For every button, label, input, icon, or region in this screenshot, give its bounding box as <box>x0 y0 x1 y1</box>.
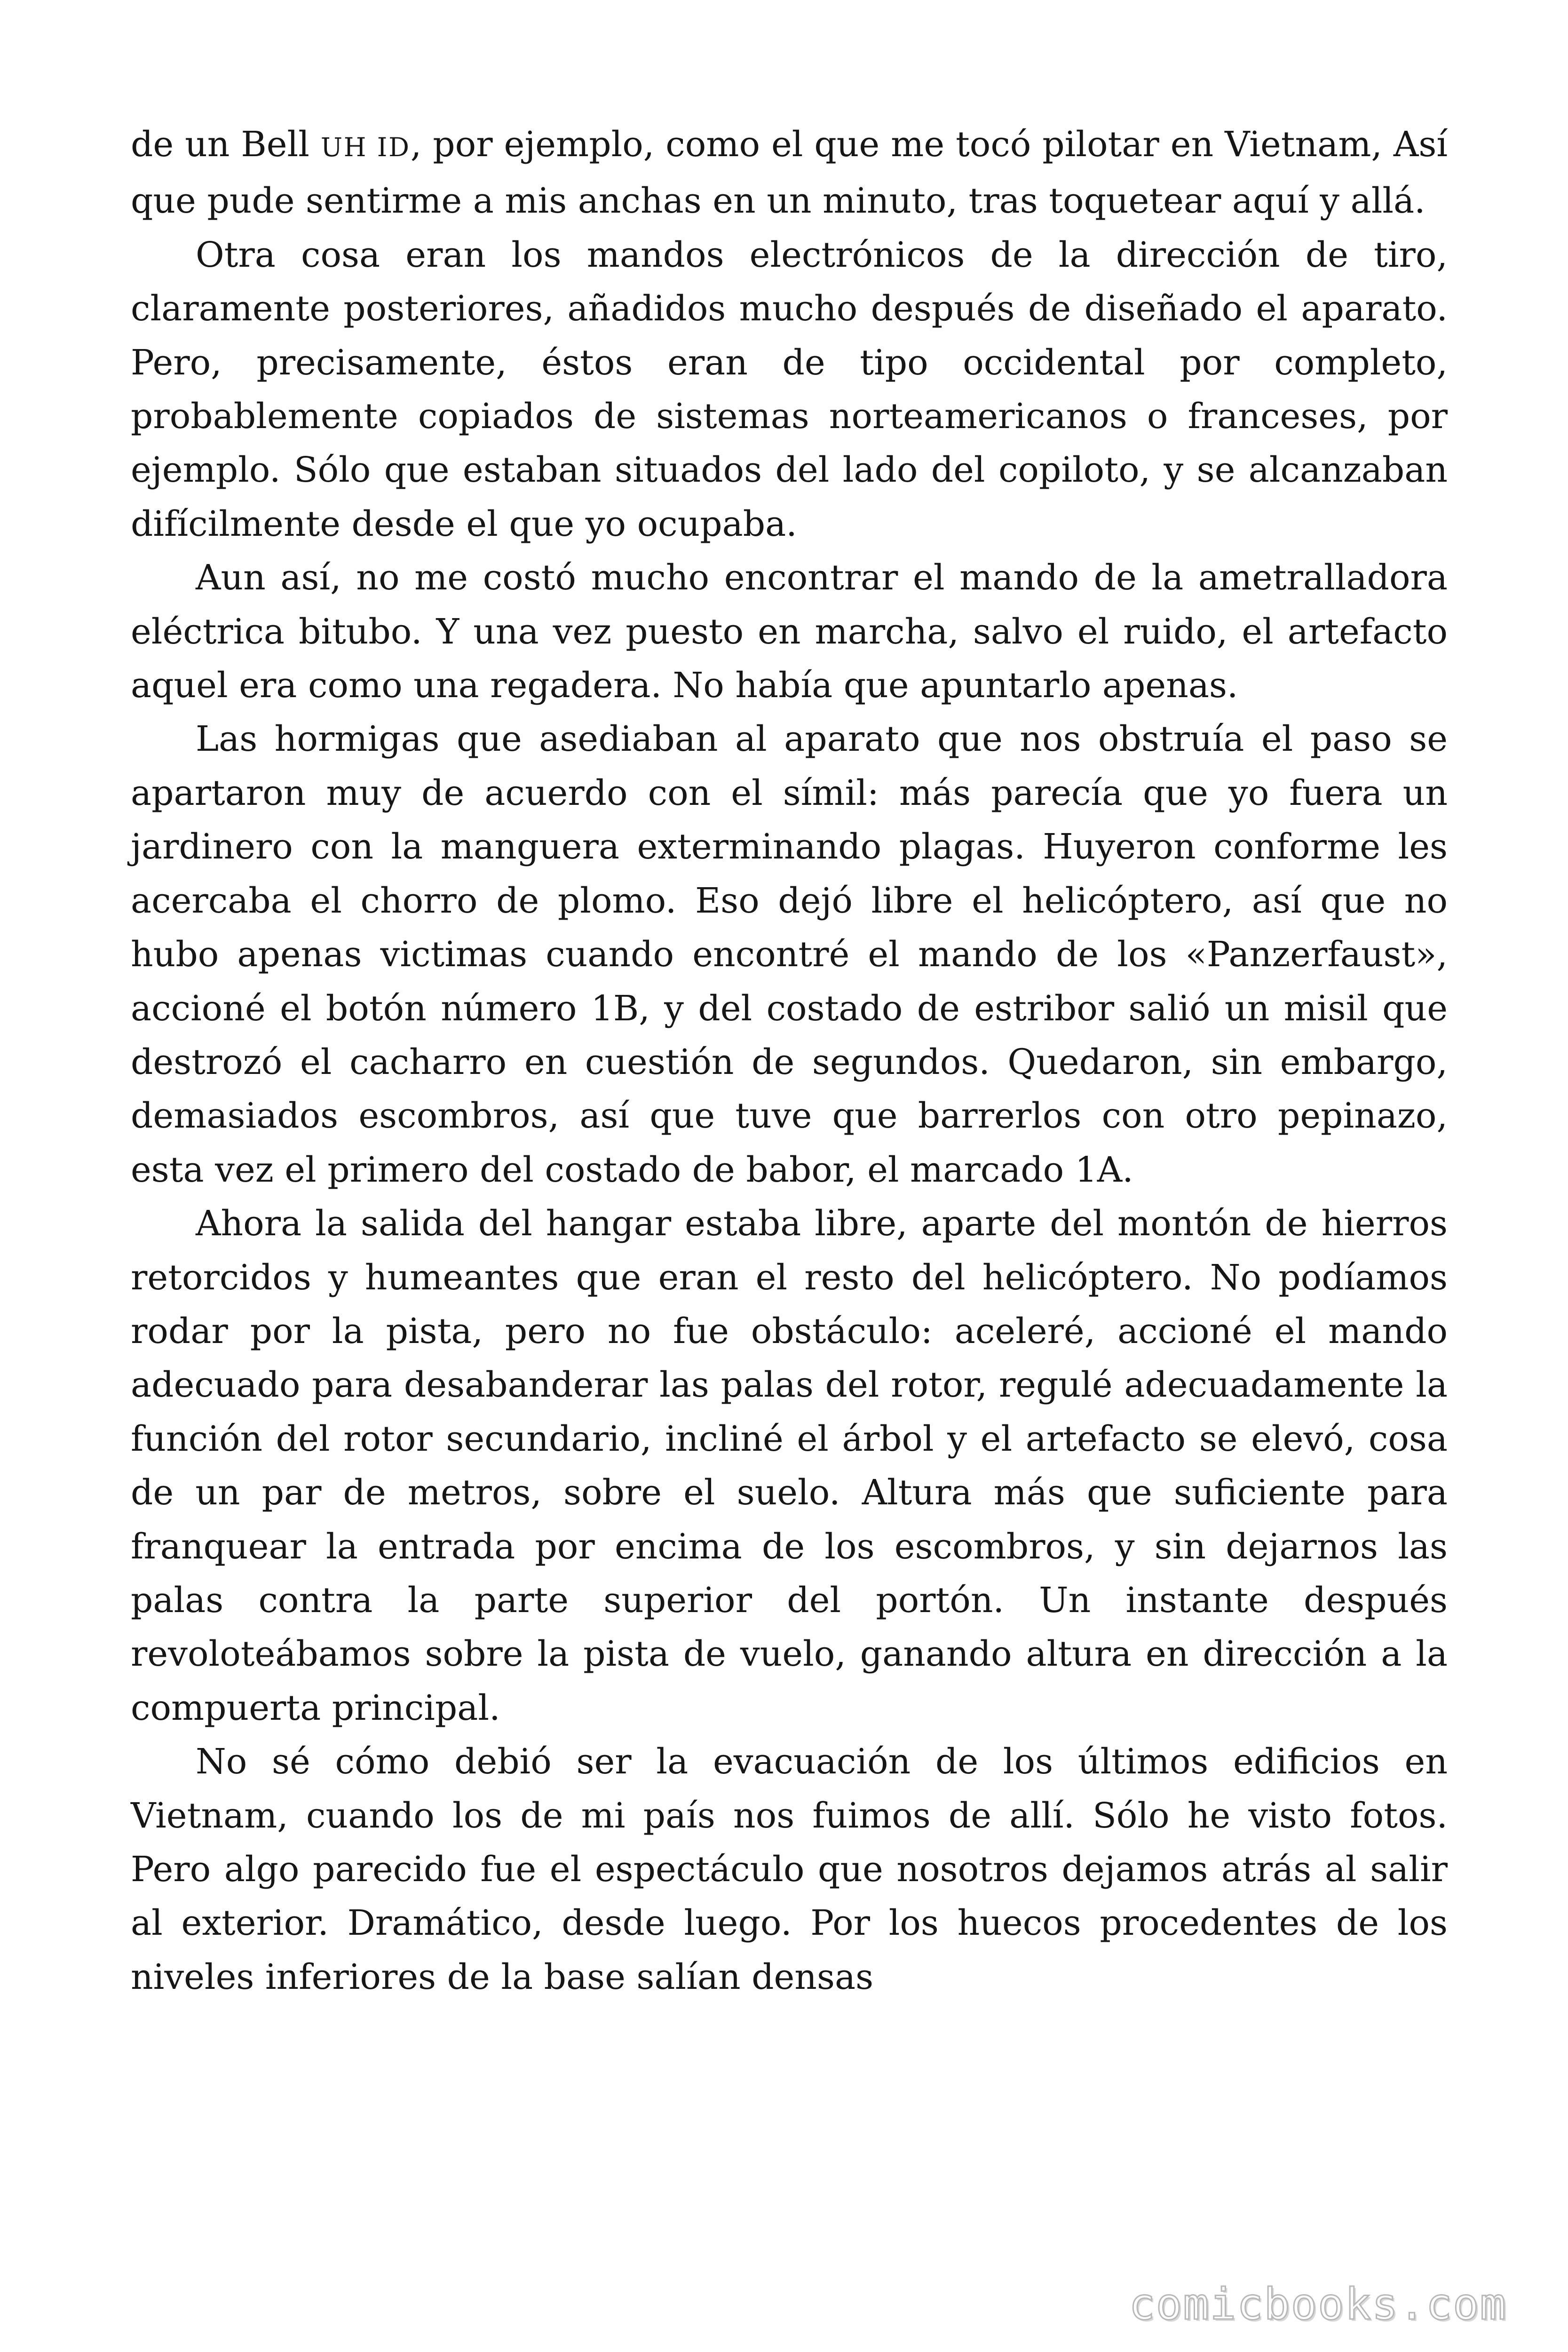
paragraph: Otra cosa eran los mandos electrónicos de la dirección de tiro, claramente posteriores, añadidos mucho después de diseñado el aparato. Pero, precisamente, éstos eran de tipo occidental por completo, probablemente copiados de sistemas norteamericanos o franceses, por ejemplo. Sólo que estaban situados del lado del copiloto, y se alcanzaban difícilmente desde el que yo ocupaba. <box>131 234 1448 544</box>
paragraph-text-end: , por ejemplo, como el que me tocó pilotar en Vietnam, Así que pude sentirme a mis anchas en un minuto, tras toquetear aquí y allá. <box>131 124 1448 222</box>
paragraph: Ahora la salida del hangar estaba libre, aparte del montón de hierros retorcidos y humeantes que eran el resto del helicóptero. No podíamos rodar por la pista, pero no fue obstáculo: aceleré, accioné el mando adecuado para desabanderar las palas del rotor, regulé adecuadamente la función del rotor secundario, incliné el árbol y el artefacto se elevó, cosa de un par de metros, sobre el suelo. Altura más que suficiente para franquear la entrada por encima de los escombros, y sin dejarnos las palas contra la parte superior del portón. Un instante después revoloteábamos sobre la pista de vuelo, ganando altura en dirección a la compuerta principal. <box>131 1203 1448 1728</box>
body-text <box>131 118 1448 2004</box>
paragraph: Las hormigas que asediaban al aparato que nos obstruía el paso se apartaron muy de acuerdo con el símil: más parecía que yo fuera un jardinero con la manguera exterminando plagas. Huyeron conforme les acercaba el chorro de plomo. Eso dejó libre el helicóptero, así que no hubo apenas victimas cuando encontré el mando de los «Panzerfaust», accioné el botón número 1B, y del costado de estribor salió un misil que destrozó el cacharro en cuestión de segundos. Quedaron, sin embargo, demasiados escombros, así que tuve que barrerlos con otro pepinazo, esta vez el primero del costado de babor, el marcado 1A. <box>131 719 1448 1190</box>
watermark: comicbooks.com <box>1129 2279 1507 2329</box>
paragraph: Aun así, no me costó mucho encontrar el mando de la ametralladora eléctrica bitubo. Y una vez puesto en marcha, salvo el ruido, el artefacto aquel era como una regadera. No había que apuntarlo apenas. <box>131 557 1448 706</box>
paragraph-text-start: de un Bell <box>131 124 321 165</box>
paragraph: No sé cómo debió ser la evacuación de los últimos edificios en Vietnam, cuando los de mi país nos fuimos de allí. Sólo he visto fotos. Pero algo parecido fue el espectáculo que nosotros dejamos atrás al salir al exterior. Dramático, desde luego. Por los huecos procedentes de los niveles inferiores de la base salían densas <box>131 1741 1448 1997</box>
aircraft-model-smallcaps: UH ID <box>320 132 411 162</box>
paragraph <box>131 118 1448 228</box>
